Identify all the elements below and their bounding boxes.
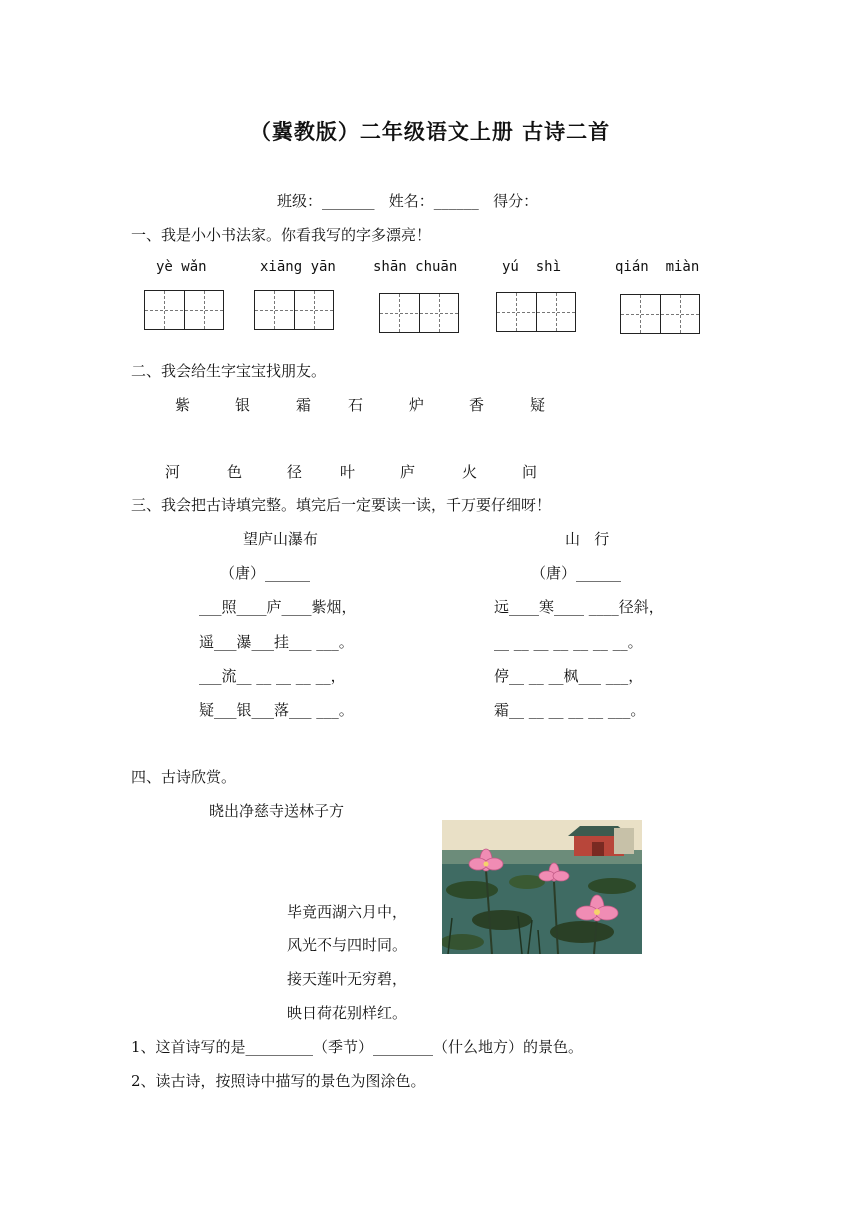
char-row1-1: 紫 xyxy=(175,396,191,414)
poem2-line-3: 停__ __ __枫___ ___， xyxy=(494,667,644,685)
question-1: 1、这首诗写的是_________（季节）________（什么地方）的景色。 xyxy=(131,1038,584,1056)
char-row2-5: 庐 xyxy=(400,463,416,481)
pinyin-3: shān chuān xyxy=(373,259,458,275)
poem1-line-1: ___照____庐____紫烟， xyxy=(199,598,357,616)
question-2: 2、读古诗，按照诗中描写的景色为图涂色。 xyxy=(131,1072,426,1090)
writing-grid[interactable] xyxy=(379,293,459,333)
char-row2-4: 叶 xyxy=(340,463,356,481)
poem3-line-2: 风光不与四时同。 xyxy=(287,936,408,954)
char-row1-2: 银 xyxy=(235,396,251,414)
pinyin-5: qián miàn xyxy=(615,259,700,275)
section1-heading: 一、我是小小书法家。你看我写的字多漂亮！ xyxy=(131,226,432,244)
writing-grid[interactable] xyxy=(254,290,334,330)
poem2-line-2: __ __ __ __ __ __ __。 xyxy=(494,633,643,651)
pinyin-2: xiāng yān xyxy=(260,259,336,275)
writing-grid[interactable] xyxy=(144,290,224,330)
char-row1-3: 霜 xyxy=(296,396,312,414)
poem3-line-3: 接天莲叶无穷碧， xyxy=(287,970,408,988)
poem1-line-4: 疑___银___落___ ___。 xyxy=(199,701,354,719)
writing-grid[interactable] xyxy=(496,292,576,332)
char-row2-7: 问 xyxy=(522,463,538,481)
poem1-title: 望庐山瀑布 xyxy=(243,530,319,548)
section4-heading: 四、古诗欣赏。 xyxy=(131,768,237,786)
char-row1-5: 炉 xyxy=(409,396,425,414)
char-row2-2: 色 xyxy=(227,463,243,481)
poem2-author: （唐）______ xyxy=(531,564,622,582)
pinyin-4: yú shì xyxy=(502,259,562,275)
section3-heading: 三、我会把古诗填完整。填完后一定要读一读，千万要仔细呀！ xyxy=(131,496,552,514)
char-row2-1: 河 xyxy=(165,463,181,481)
writing-grid[interactable] xyxy=(620,294,700,334)
char-row2-3: 径 xyxy=(287,463,303,481)
poem3-title: 晓出净慈寺送林子方 xyxy=(209,802,345,820)
poem3-line-1: 毕竟西湖六月中， xyxy=(287,903,408,921)
char-row1-7: 疑 xyxy=(530,396,546,414)
char-row1-4: 石 xyxy=(348,396,364,414)
poem1-line-2: 遥___瀑___挂___ ___。 xyxy=(199,633,354,651)
char-row2-6: 火 xyxy=(462,463,478,481)
lotus-lake-illustration xyxy=(442,820,642,954)
poem2-title: 山 行 xyxy=(565,530,610,548)
pinyin-1: yè wǎn xyxy=(156,259,207,275)
student-info-line: 班级：_______ 姓名：______ 得分： xyxy=(277,192,539,210)
char-row1-6: 香 xyxy=(469,396,485,414)
page-title: （冀教版）二年级语文上册 古诗二首 xyxy=(249,119,611,144)
poem1-author: （唐）______ xyxy=(220,564,311,582)
poem1-line-3: ___流__ __ __ __ __， xyxy=(199,667,346,685)
poem2-line-1: 远____寒____ ____径斜， xyxy=(494,598,664,616)
section2-heading: 二、我会给生字宝宝找朋友。 xyxy=(131,362,327,380)
poem3-line-4: 映日荷花别样红。 xyxy=(287,1004,408,1022)
poem2-line-4: 霜__ __ __ __ __ ___。 xyxy=(494,701,646,719)
